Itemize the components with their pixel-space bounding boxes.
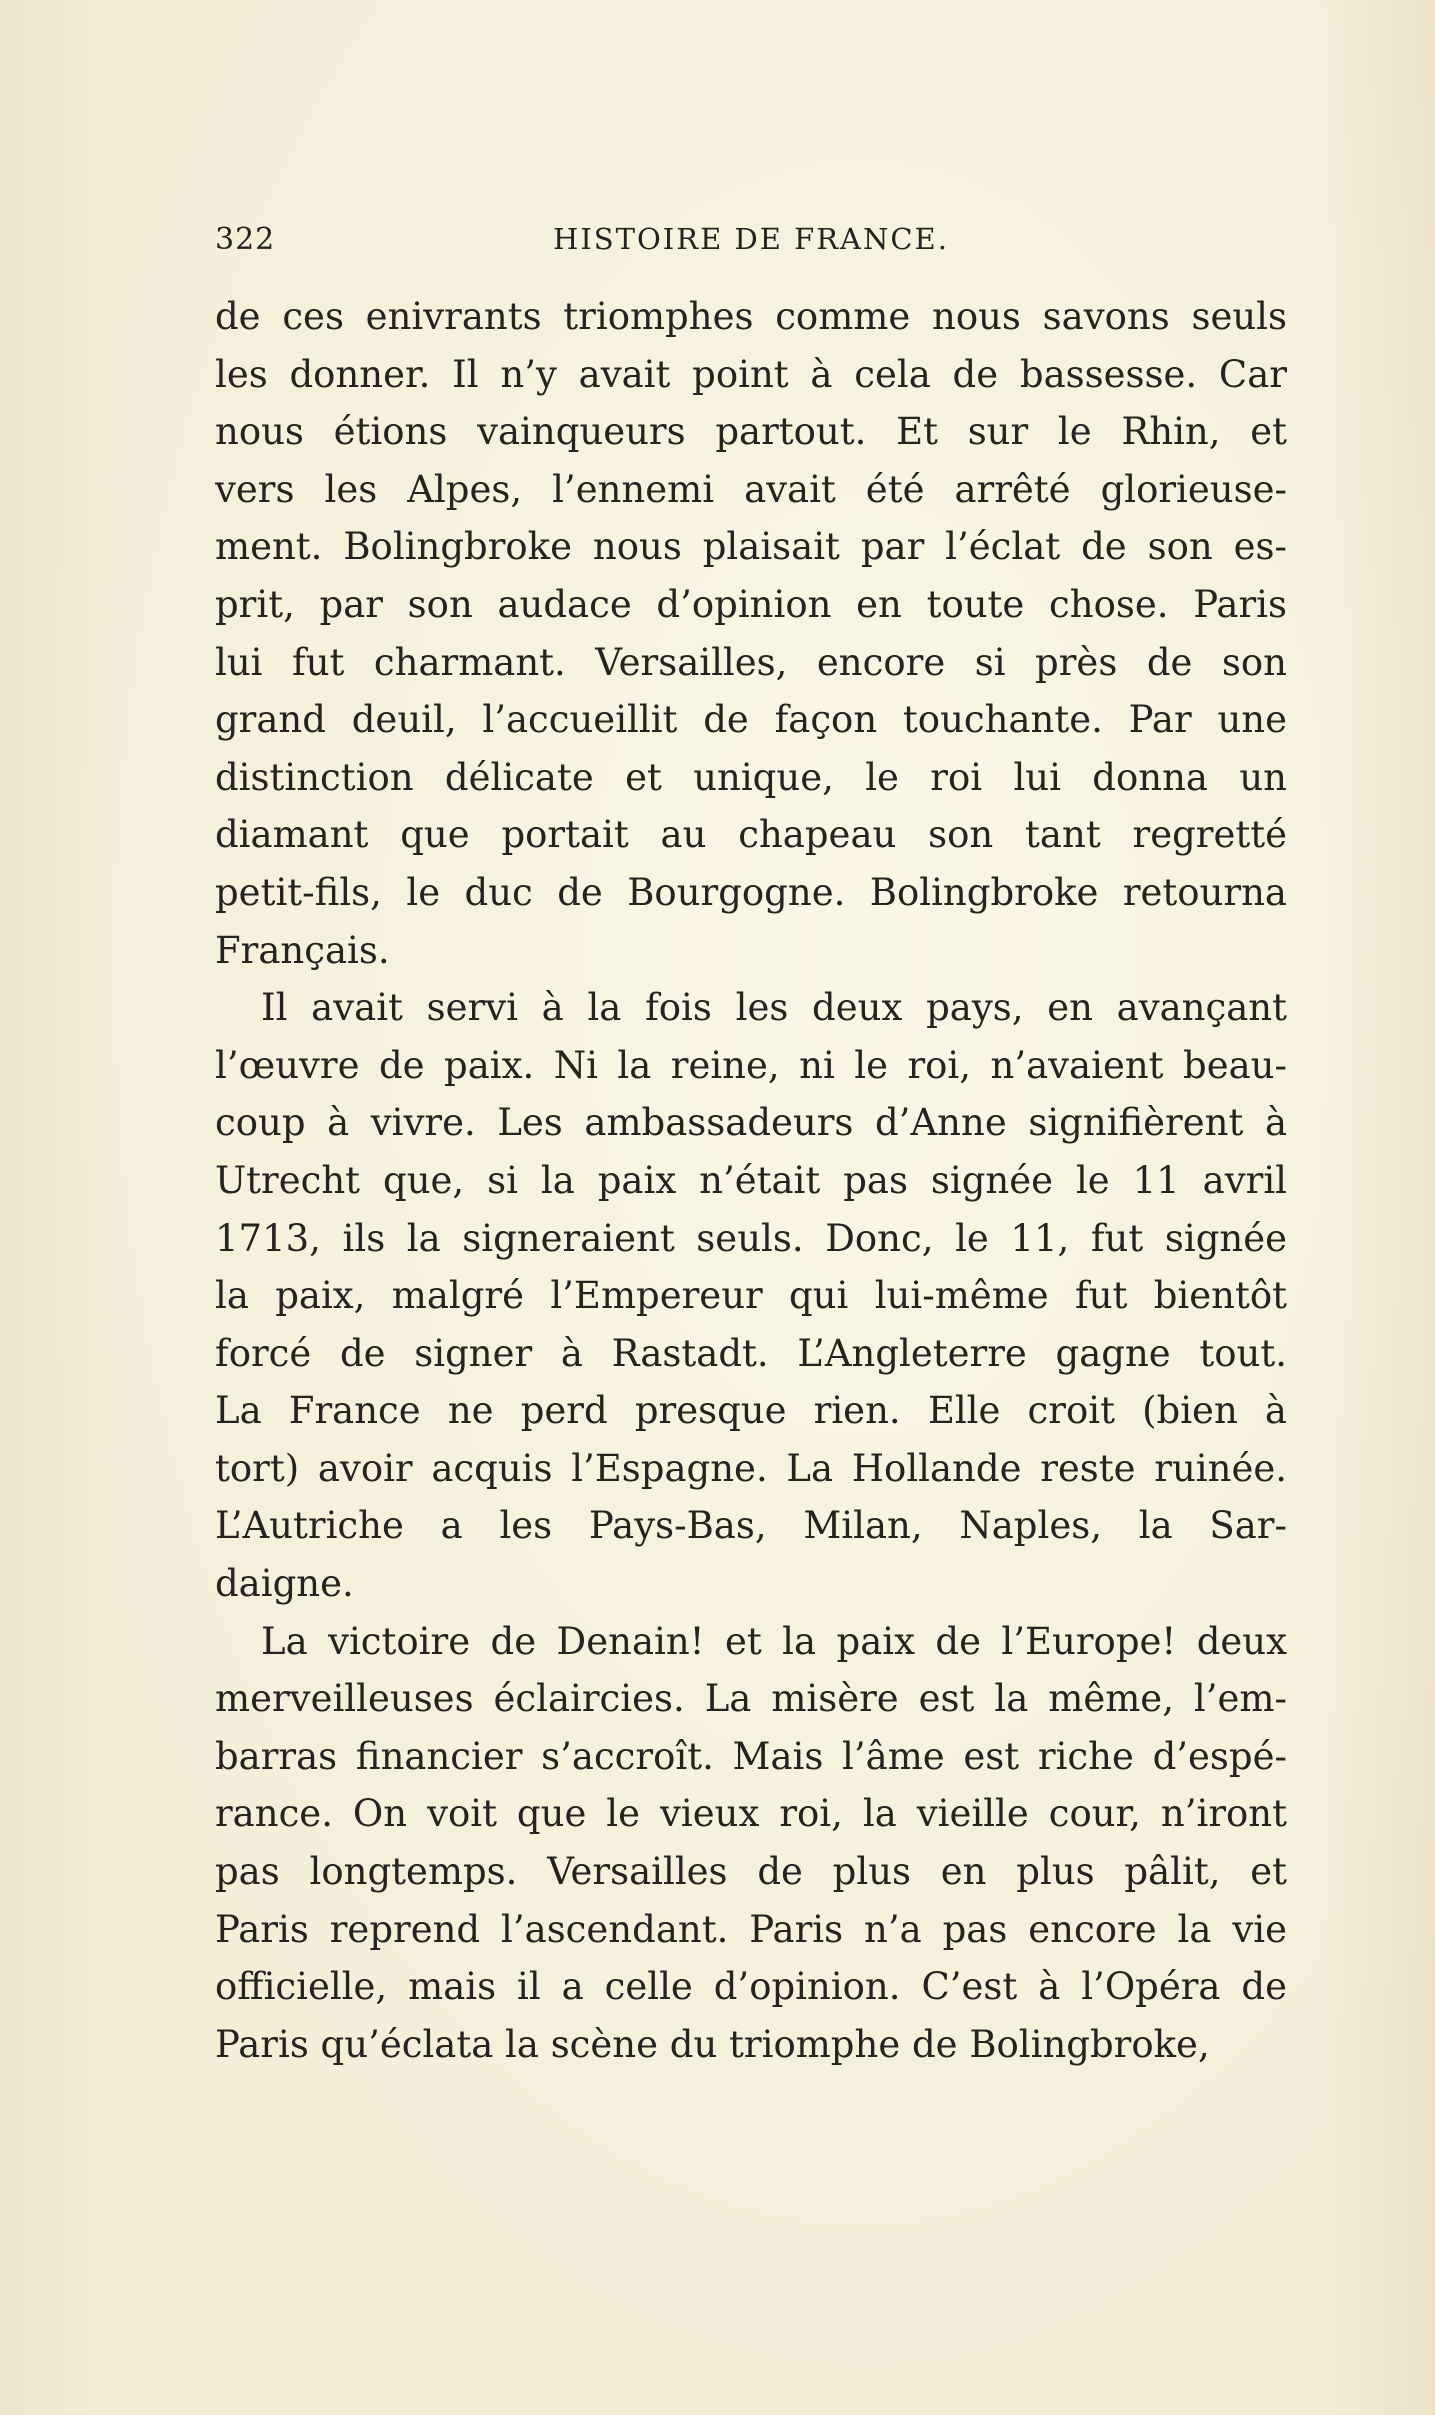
- page-header: [215, 222, 1287, 262]
- text-line: vers les Alpes, l’ennemi avait été arrêté glorieuse-: [215, 467, 1287, 511]
- text-line: l’œuvre de paix. Ni la reine, ni le roi, n’avaient beau-: [215, 1043, 1287, 1087]
- text-line: Paris qu’éclata la scène du triomphe de Bolingbroke,: [215, 2022, 1210, 2066]
- text-line: diamant que portait au chapeau son tant regretté: [215, 813, 1287, 857]
- text-line: Français.: [215, 928, 390, 972]
- text-line: grand deuil, l’accueillit de façon touchante. Par une: [215, 698, 1287, 742]
- text-line: La France ne perd presque rien. Elle croit (bien à: [215, 1389, 1287, 1433]
- text-line: rance. On voit que le vieux roi, la vieille cour, n’iront: [215, 1792, 1287, 1836]
- body-text: [215, 288, 1287, 2073]
- text-line: lui fut charmant. Versailles, encore si près de son: [215, 640, 1287, 684]
- text-line: prit, par son audace d’opinion en toute chose. Paris: [215, 582, 1287, 626]
- text-line: 1713, ils la signeraient seuls. Donc, le 11, fut signée: [215, 1216, 1287, 1260]
- text-line: ment. Bolingbroke nous plaisait par l’éclat de son es-: [215, 525, 1287, 569]
- text-line: forcé de signer à Rastadt. L’Angleterre gagne tout.: [215, 1331, 1287, 1375]
- text-line: nous étions vainqueurs partout. Et sur le Rhin, et: [215, 410, 1287, 454]
- page-number: 322: [215, 222, 276, 257]
- paragraph: [215, 1613, 1287, 2074]
- text-line: officielle, mais il a celle d’opinion. C’est à l’Opéra de: [215, 1965, 1287, 2009]
- text-line: la paix, malgré l’Empereur qui lui-même fut bientôt: [215, 1274, 1287, 1318]
- text-line: merveilleuses éclaircies. La misère est la même, l’em-: [215, 1677, 1287, 1721]
- text-line: daigne.: [215, 1562, 354, 1606]
- text-line: distinction délicate et unique, le roi lui donna un: [215, 755, 1287, 799]
- text-line: Utrecht que, si la paix n’était pas signée le 11 avril: [215, 1158, 1287, 1202]
- text-line: tort) avoir acquis l’Espagne. La Hollande reste ruinée.: [215, 1446, 1287, 1490]
- paragraph: [215, 288, 1287, 979]
- text-line: petit-fils, le duc de Bourgogne. Bolingbroke retourna: [215, 870, 1287, 914]
- paragraph: [215, 979, 1287, 1613]
- text-line: de ces enivrants triomphes comme nous savons seuls: [215, 295, 1287, 338]
- text-line: barras financier s’accroît. Mais l’âme est riche d’espé-: [215, 1734, 1287, 1778]
- text-line: les donner. Il n’y avait point à cela de bassesse. Car: [215, 352, 1287, 396]
- text-line: coup à vivre. Les ambassadeurs d’Anne signifièrent à: [215, 1101, 1287, 1145]
- text-line: Paris reprend l’ascendant. Paris n’a pas encore la vie: [215, 1907, 1287, 1951]
- text-line: La victoire de Denain! et la paix de l’Europe! deux: [261, 1619, 1287, 1663]
- text-line: L’Autriche a les Pays-Bas, Milan, Naples, la Sar-: [215, 1504, 1287, 1548]
- running-title: HISTOIRE DE FRANCE.: [553, 222, 949, 256]
- text-line: Il avait servi à la fois les deux pays, en avançant: [261, 986, 1287, 1030]
- text-line: pas longtemps. Versailles de plus en plus pâlit, et: [215, 1850, 1287, 1894]
